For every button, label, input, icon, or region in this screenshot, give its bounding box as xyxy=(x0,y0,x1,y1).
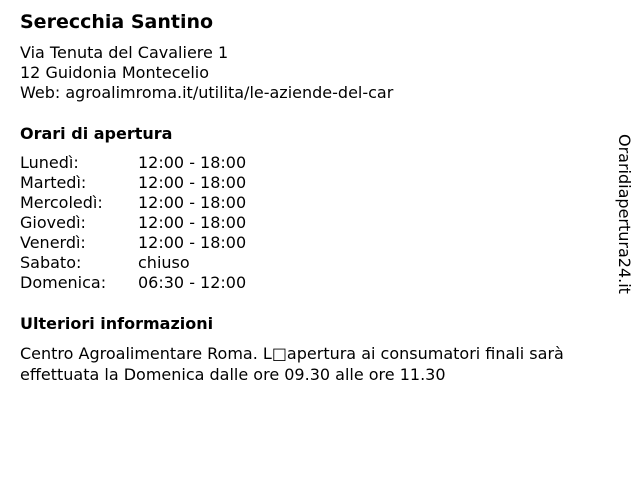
watermark-text: Oraridiapertura24.it xyxy=(615,134,634,294)
hours-row-tuesday xyxy=(20,173,246,193)
time-value: 12:00 - 18:00 xyxy=(138,153,247,172)
address-block xyxy=(20,43,393,103)
hours-row-wednesday xyxy=(20,193,246,213)
hours-row-monday xyxy=(20,153,246,173)
watermark xyxy=(612,134,636,308)
day-label: Domenica: xyxy=(20,273,107,292)
time-value: 12:00 - 18:00 xyxy=(138,173,247,192)
business-name: Serecchia Santino xyxy=(20,11,214,33)
day-label: Martedì: xyxy=(20,173,87,192)
day-label: Giovedì: xyxy=(20,213,86,232)
day-label: Venerdì: xyxy=(20,233,86,252)
time-value: 12:00 - 18:00 xyxy=(138,233,247,252)
hours-row-friday xyxy=(20,233,246,253)
address-city: 12 Guidonia Montecelio xyxy=(20,63,210,82)
day-label: Lunedì: xyxy=(20,153,79,172)
day-label: Mercoledì: xyxy=(20,193,103,212)
hours-row-saturday xyxy=(20,253,246,273)
info-text: Centro Agroalimentare Roma. L□apertura ai consumatori finali sarà effettuata la Domenica dalle ore 09.30 alle ore 11.30 xyxy=(20,344,564,384)
hours-row-thursday xyxy=(20,213,246,233)
day-label: Sabato: xyxy=(20,253,82,272)
time-value: 06:30 - 12:00 xyxy=(138,273,247,292)
hours-table xyxy=(20,153,246,293)
website-link[interactable]: Web: agroalimroma.it/utilita/le-aziende-del-car xyxy=(20,83,394,102)
hours-row-sunday xyxy=(20,273,246,293)
time-value: chiuso xyxy=(138,253,190,272)
time-value: 12:00 - 18:00 xyxy=(138,213,247,232)
time-value: 12:00 - 18:00 xyxy=(138,193,247,212)
hours-heading: Orari di apertura xyxy=(20,124,173,143)
info-heading: Ulteriori informazioni xyxy=(20,314,214,333)
address-street: Via Tenuta del Cavaliere 1 xyxy=(20,43,229,62)
